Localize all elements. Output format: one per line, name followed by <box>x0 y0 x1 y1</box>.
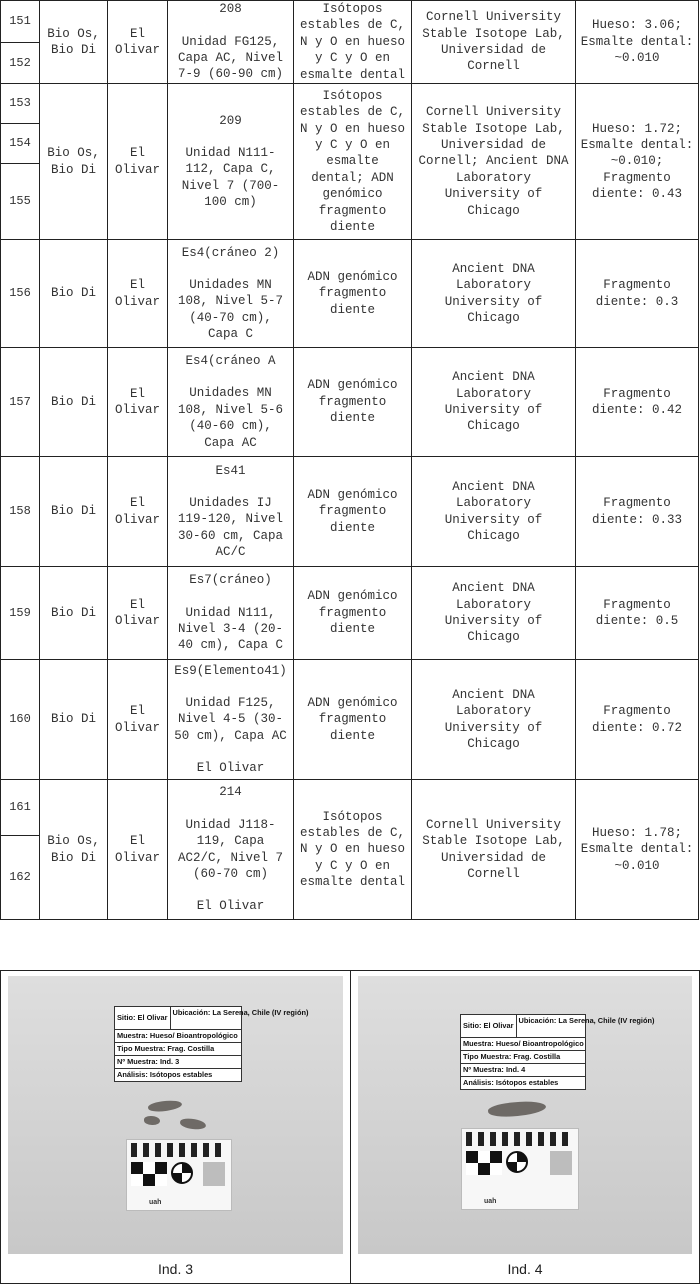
laboratory-cell: Cornell University Stable Isotope Lab, Universidad de Cornell <box>412 1 576 84</box>
samples-table-body <box>1 1 699 920</box>
photo-panel-ind-4 <box>351 971 699 1283</box>
label-sample-type: Tipo Muestra: Frag. Costilla <box>115 1043 241 1056</box>
laboratory-cell: Cornell University Stable Isotope Lab, Universidad de Cornell <box>412 780 576 920</box>
label-analysis: Análisis: Isótopos estables <box>463 1078 559 1087</box>
provenance-text: Unidades IJ 119-120, Nivel 30-60 cm, Capa AC/C <box>177 495 284 560</box>
analysis-cell: Isótopos estables de C, N y O en hueso y C y O en esmalte dental <box>294 1 412 84</box>
bone-fragment <box>144 1116 160 1125</box>
provenance-text: Unidad J118-119, Capa AC2/C, Nivel 7 (60-70 cm) <box>177 817 284 881</box>
label-site: Sitio: El Olivar <box>461 1015 517 1037</box>
sample-type-cell: Bio Os, Bio Di <box>40 780 108 920</box>
sample-number-cell: 153 <box>1 84 40 124</box>
individual-id: Es4(cráneo 2) <box>181 245 280 260</box>
photo-caption: Ind. 4 <box>507 1261 543 1277</box>
individual-id: 208 <box>219 2 242 17</box>
weight-cell: Hueso: 3.06; Esmalte dental: ~0.010 <box>576 1 699 84</box>
table-row <box>1 84 699 124</box>
site-cell: El Olivar <box>108 660 168 780</box>
scale-ruler <box>466 1132 574 1146</box>
sample-type-cell: Bio Os, Bio Di <box>40 84 108 240</box>
weight-cell: Fragmento diente: 0.72 <box>576 660 699 780</box>
label-location: Ubicación: La Serena, Chile (IV región) <box>172 1008 309 1017</box>
scale-ruler <box>131 1143 227 1157</box>
label-sample: Muestra: Hueso/ Bioantropológico <box>115 1030 241 1043</box>
weight-cell: Hueso: 1.72; Esmalte dental: ~0.010; Fragmento diente: 0.43 <box>576 84 699 240</box>
analysis-cell: ADN genómico fragmento diente <box>294 567 412 660</box>
laboratory-cell: Ancient DNA Laboratory University of Chicago <box>412 240 576 348</box>
context-cell <box>168 457 294 567</box>
bone-fragment <box>180 1118 207 1131</box>
table-row <box>1 1 699 43</box>
grey-reference-square <box>550 1151 572 1175</box>
sample-number-cell: 151 <box>1 1 40 43</box>
individual-id: 214 <box>219 785 242 800</box>
sample-number-cell: 157 <box>1 348 40 457</box>
laboratory-cell: Ancient DNA Laboratory University of Chicago <box>412 457 576 567</box>
weight-cell: Hueso: 1.78; Esmalte dental: ~0.010 <box>576 780 699 920</box>
label-sample-type: Tipo Muestra: Frag. Costilla <box>461 1051 585 1064</box>
label-location: Ubicación: La Serena, Chile (IV región) <box>518 1016 655 1025</box>
analysis-cell: ADN genómico fragmento diente <box>294 348 412 457</box>
weight-cell: Fragmento diente: 0.5 <box>576 567 699 660</box>
site-note: El Olivar <box>196 899 265 914</box>
context-cell <box>168 1 294 84</box>
provenance-text: Unidad F125, Nivel 4-5 (30-50 cm), Capa AC <box>174 695 287 743</box>
individual-id: Es41 <box>215 463 246 478</box>
laboratory-cell: Ancient DNA Laboratory University of Chicago <box>412 348 576 457</box>
label-sample: Muestra: Hueso/ Bioantropológico <box>461 1038 585 1051</box>
label-analysis: Análisis: Isótopos estables <box>117 1070 213 1079</box>
context-cell <box>168 240 294 348</box>
label-sample-number: Nº Muestra: Ind. 3 <box>115 1056 241 1069</box>
table-row <box>1 457 699 567</box>
provenance-text: Unidades MN 108, Nivel 5-7 (40-70 cm), Capa C <box>177 277 284 342</box>
sample-number-cell: 156 <box>1 240 40 348</box>
context-cell <box>168 348 294 457</box>
table-row <box>1 780 699 836</box>
sample-number-cell: 161 <box>1 780 40 836</box>
scale-card <box>461 1128 579 1210</box>
table-row <box>1 567 699 660</box>
sample-number-cell: 155 <box>1 164 40 240</box>
grey-reference-square <box>203 1162 225 1186</box>
analysis-cell: ADN genómico fragmento diente <box>294 240 412 348</box>
context-cell <box>168 84 294 240</box>
sample-number-cell: 160 <box>1 660 40 780</box>
provenance-text: Unidad FG125, Capa AC, Nivel 7-9 (60-90 cm) <box>177 34 284 82</box>
bone-fragment <box>487 1099 546 1119</box>
table-row <box>1 660 699 780</box>
site-cell: El Olivar <box>108 457 168 567</box>
site-cell: El Olivar <box>108 348 168 457</box>
photo-caption: Ind. 3 <box>157 1261 194 1277</box>
analysis-cell: ADN genómico fragmento diente <box>294 660 412 780</box>
laboratory-cell: Cornell University Stable Isotope Lab, Universidad de Cornell; Ancient DNA Laboratory University of Chicago <box>412 84 576 240</box>
analysis-cell: Isótopos estables de C, N y O en hueso y C y O en esmalte dental <box>294 780 412 920</box>
individual-id: 209 <box>219 113 242 128</box>
label-sample-number: Nº Muestra: Ind. 4 <box>461 1064 585 1077</box>
analysis-cell: ADN genómico fragmento diente <box>294 457 412 567</box>
provenance-text: Unidades MN 108, Nivel 5-6 (40-60 cm), Capa AC <box>177 386 284 450</box>
calibration-target-icon <box>506 1151 528 1173</box>
weight-cell: Fragmento diente: 0.33 <box>576 457 699 567</box>
table-row <box>1 348 699 457</box>
sample-type-cell: Bio Di <box>40 567 108 660</box>
context-cell <box>168 780 294 920</box>
photo-panel-ind-3 <box>1 971 351 1283</box>
scale-logo: uah <box>484 1198 497 1205</box>
sample-number-cell: 159 <box>1 567 40 660</box>
sample-number-cell: 158 <box>1 457 40 567</box>
bone-fragment <box>147 1099 182 1114</box>
provenance-text: Unidad N111, Nivel 3-4 (20-40 cm), Capa C <box>177 605 284 653</box>
site-note: El Olivar <box>196 761 265 776</box>
individual-id: Es9(Elemento41) <box>174 663 287 678</box>
site-cell: El Olivar <box>108 567 168 660</box>
site-cell: El Olivar <box>108 240 168 348</box>
sample-photo <box>8 976 343 1254</box>
sample-number-cell: 152 <box>1 42 40 84</box>
sample-label-card <box>460 1014 655 1090</box>
checker-pattern <box>466 1151 502 1175</box>
individual-id: Es7(cráneo) <box>189 573 272 588</box>
scale-card <box>126 1139 232 1211</box>
site-cell: El Olivar <box>108 780 168 920</box>
laboratory-cell: Ancient DNA Laboratory University of Chicago <box>412 567 576 660</box>
context-cell <box>168 660 294 780</box>
photo-panels <box>0 970 700 1284</box>
weight-cell: Fragmento diente: 0.3 <box>576 240 699 348</box>
site-cell: El Olivar <box>108 1 168 84</box>
laboratory-cell: Ancient DNA Laboratory University of Chicago <box>412 660 576 780</box>
individual-id: Es4(cráneo A <box>185 354 276 369</box>
analysis-cell: Isótopos estables de C, N y O en hueso y C y O en esmalte dental; ADN genómico fragmento diente <box>294 84 412 240</box>
calibration-target-icon <box>171 1162 193 1184</box>
sample-number-cell: 162 <box>1 836 40 920</box>
sample-photo <box>358 976 692 1254</box>
table-row <box>1 240 699 348</box>
scale-logo: uah <box>149 1199 162 1206</box>
sample-type-cell: Bio Di <box>40 240 108 348</box>
context-cell <box>168 567 294 660</box>
sample-type-cell: Bio Di <box>40 457 108 567</box>
sample-type-cell: Bio Di <box>40 348 108 457</box>
sample-type-cell: Bio Di <box>40 660 108 780</box>
site-cell: El Olivar <box>108 84 168 240</box>
weight-cell: Fragmento diente: 0.42 <box>576 348 699 457</box>
sample-label-card <box>114 1006 309 1082</box>
checker-pattern <box>131 1162 167 1186</box>
sample-number-cell: 154 <box>1 124 40 164</box>
label-site: Sitio: El Olivar <box>115 1007 171 1029</box>
provenance-text: Unidad N111-112, Capa C, Nivel 7 (700-100 cm) <box>181 145 280 210</box>
sample-type-cell: Bio Os, Bio Di <box>40 1 108 84</box>
